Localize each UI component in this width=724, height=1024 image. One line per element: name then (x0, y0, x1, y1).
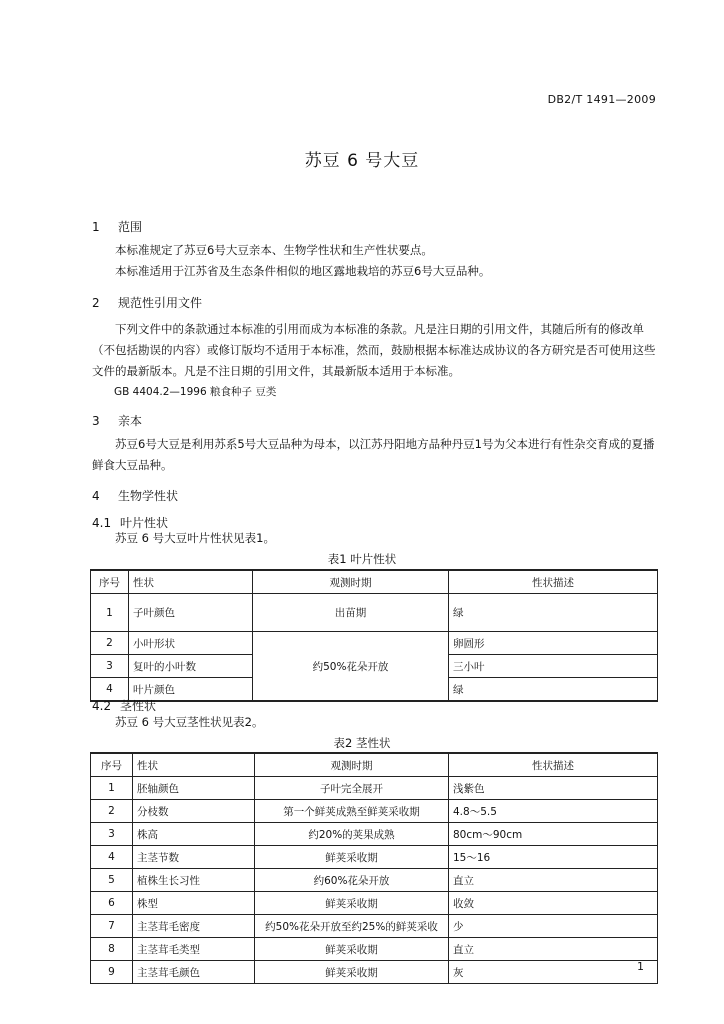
cell-trait: 子叶颜色 (129, 594, 253, 632)
column-header: 序号 (91, 753, 133, 777)
paragraph: 苏豆6号大豆是利用苏系5号大豆品种为母本，以江苏丹阳地方品种丹豆1号为父本进行有性杂交育成的夏播鲜食大豆品种。 (92, 437, 655, 472)
section-number: 3 (92, 414, 100, 428)
page-number: 1 (637, 960, 644, 973)
section-2-heading (92, 294, 202, 311)
column-header: 性状 (129, 570, 253, 594)
table-header-row (91, 753, 658, 777)
cell-desc: 收敛 (449, 892, 658, 915)
cell-desc: 15～16 (449, 846, 658, 869)
cell-no: 2 (91, 800, 133, 823)
table-row (91, 800, 658, 823)
cell-no: 1 (91, 777, 133, 800)
cell-period: 第一个鲜荚成熟至鲜荚采收期 (255, 800, 449, 823)
normative-reference: GB 4404.2—1996 粮食种子 豆类 (114, 386, 277, 398)
cell-trait: 主茎茸毛类型 (133, 938, 255, 961)
table-row (91, 961, 658, 984)
section-number: 2 (92, 296, 100, 310)
table-row (91, 892, 658, 915)
cell-period: 子叶完全展开 (255, 777, 449, 800)
cell-trait: 小叶形状 (129, 632, 253, 655)
cell-desc: 直立 (449, 869, 658, 892)
table-row (91, 846, 658, 869)
cell-trait: 株高 (133, 823, 255, 846)
section-title: 亲本 (118, 414, 143, 428)
cell-no: 6 (91, 892, 133, 915)
table-row (91, 823, 658, 846)
cell-no: 4 (91, 846, 133, 869)
cell-no: 2 (91, 632, 129, 655)
section-title: 叶片性状 (120, 516, 169, 530)
paragraph: 本标准规定了苏豆6号大豆亲本、生物学性状和生产性状要点。 (115, 243, 433, 257)
cell-period: 鲜荚采收期 (255, 938, 449, 961)
cell-no: 4 (91, 678, 129, 702)
table-1 (90, 569, 658, 702)
section-3-heading (92, 412, 142, 429)
column-header: 性状描述 (449, 753, 658, 777)
cell-trait: 主茎茸毛颜色 (133, 961, 255, 984)
section-number: 4.1 (92, 516, 112, 530)
cell-desc: 灰 (449, 961, 658, 984)
cell-no: 8 (91, 938, 133, 961)
cell-no: 1 (91, 594, 129, 632)
cell-period: 约50%花朵开放至约25%的鲜荚采收 (255, 915, 449, 938)
section-number: 4.2 (92, 699, 112, 713)
cell-no: 9 (91, 961, 133, 984)
cell-period: 约60%花朵开放 (255, 869, 449, 892)
standard-code: DB2/T 1491—2009 (547, 93, 656, 106)
section-title: 茎性状 (120, 699, 157, 713)
cell-trait: 叶片颜色 (129, 678, 253, 702)
paragraph: 苏豆 6 号大豆叶片性状见表1。 (115, 531, 275, 545)
cell-desc: 浅紫色 (449, 777, 658, 800)
table-1-caption: 表1 叶片性状 (327, 552, 397, 566)
cell-desc: 4.8～5.5 (449, 800, 658, 823)
table-row (91, 632, 658, 655)
cell-period: 约50%花朵开放 (253, 632, 449, 702)
table-row (91, 938, 658, 961)
cell-period: 约20%的荚果成熟 (255, 823, 449, 846)
section-4-heading (92, 487, 178, 504)
table-2-caption: 表2 茎性状 (333, 736, 391, 750)
cell-no: 3 (91, 655, 129, 678)
section-number: 4 (92, 489, 100, 503)
paragraph: 下列文件中的条款通过本标准的引用而成为本标准的条款。凡是注日期的引用文件，其随后所有的修改单（不包括勘误的内容）或修订版均不适用于本标准，然而，鼓励根据本标准达成协议的各方研究是否可使用这些文件的最新版本。凡是不注日期的引用文件，其最新版本适用于本标准。 (92, 322, 656, 378)
cell-no: 7 (91, 915, 133, 938)
section-number: 1 (92, 220, 100, 234)
cell-no: 5 (91, 869, 133, 892)
cell-desc: 卵圆形 (449, 632, 658, 655)
column-header: 观测时期 (253, 570, 449, 594)
cell-desc: 直立 (449, 938, 658, 961)
cell-trait: 复叶的小叶数 (129, 655, 253, 678)
cell-trait: 株型 (133, 892, 255, 915)
cell-trait: 胚轴颜色 (133, 777, 255, 800)
cell-trait: 主茎茸毛密度 (133, 915, 255, 938)
cell-period: 鲜荚采收期 (255, 961, 449, 984)
cell-desc: 少 (449, 915, 658, 938)
cell-trait: 植株生长习性 (133, 869, 255, 892)
cell-trait: 分枝数 (133, 800, 255, 823)
column-header: 性状描述 (449, 570, 658, 594)
document-title: 苏豆 6 号大豆 (304, 151, 420, 171)
paragraph: 本标准适用于江苏省及生态条件相似的地区露地栽培的苏豆6号大豆品种。 (115, 264, 491, 278)
section-title: 生物学性状 (118, 489, 179, 503)
section-title: 范围 (118, 220, 143, 234)
cell-no: 3 (91, 823, 133, 846)
cell-desc: 三小叶 (449, 655, 658, 678)
section-1-heading (92, 218, 142, 235)
cell-desc: 80cm～90cm (449, 823, 658, 846)
cell-desc: 绿 (449, 678, 658, 702)
column-header: 观测时期 (255, 753, 449, 777)
cell-period: 鲜荚采收期 (255, 846, 449, 869)
cell-trait: 主茎节数 (133, 846, 255, 869)
section-title: 规范性引用文件 (118, 296, 203, 310)
paragraph: 苏豆 6 号大豆茎性状见表2。 (115, 715, 264, 729)
cell-desc: 绿 (449, 594, 658, 632)
column-header: 性状 (133, 753, 255, 777)
table-row (91, 777, 658, 800)
column-header: 序号 (91, 570, 129, 594)
table-header-row (91, 570, 658, 594)
cell-period: 鲜荚采收期 (255, 892, 449, 915)
table-row (91, 869, 658, 892)
table-row (91, 915, 658, 938)
cell-period: 出苗期 (253, 594, 449, 632)
table-row (91, 594, 658, 632)
table-2 (90, 752, 658, 984)
